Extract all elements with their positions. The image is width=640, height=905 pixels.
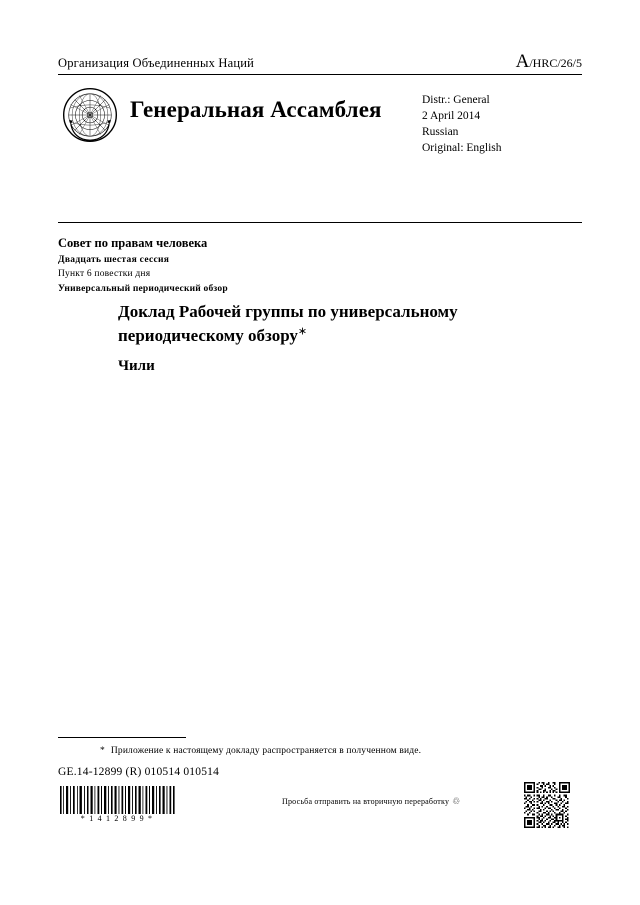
council-agenda-item: Пункт 6 повестки дня (58, 269, 151, 280)
distribution-line: Distr.: General (422, 94, 490, 106)
footnote-marker: * (100, 746, 105, 756)
barcode-icon (58, 786, 176, 814)
organization-name: Организация Объединенных Наций (58, 56, 255, 70)
qr-code-icon (524, 782, 570, 828)
distribution-language: Russian (422, 125, 459, 138)
footnote-rule (58, 737, 186, 738)
recycle-icon: ♲ (452, 796, 461, 806)
barcode-label: * 1 4 1 2 8 9 9 * (80, 814, 154, 823)
masthead-rule (58, 74, 582, 75)
document-symbol (516, 52, 582, 71)
footnote (100, 746, 570, 756)
masthead-body (58, 83, 582, 161)
un-emblem-icon (62, 87, 118, 143)
council-agenda-topic: Универсальный периодический обзор (58, 284, 228, 295)
document-title-text: Доклад Рабочей группы по универсальному периодическому обзору (118, 302, 458, 346)
document-symbol-prefix: A (515, 51, 530, 72)
distribution-date: 2 April 2014 (422, 109, 481, 122)
document-country: Чили (118, 358, 155, 374)
council-session: Двадцать шестая сессия (58, 254, 170, 265)
title-footnote-marker: ∗ (297, 325, 308, 338)
council-name: Совет по правам человека (58, 236, 208, 250)
masthead (58, 52, 582, 161)
council-block (58, 234, 582, 297)
distribution-block (422, 93, 502, 156)
document-symbol-suffix: /HRC/26/5 (529, 56, 582, 70)
distribution-original: Original: English (422, 141, 502, 154)
header-separator-rule (58, 222, 582, 223)
recycle-note-text: Просьба отправить на вторичную переработку (282, 797, 450, 806)
page-title: Генеральная Ассамблея (130, 97, 382, 122)
document-code: GE.14-12899 (R) 010514 010514 (58, 766, 220, 778)
footnote-text: Приложение к настоящему докладу распространяется в полученном виде. (110, 746, 422, 756)
masthead-top-row (58, 52, 582, 74)
recycle-note (282, 796, 460, 807)
document-title (118, 300, 568, 348)
